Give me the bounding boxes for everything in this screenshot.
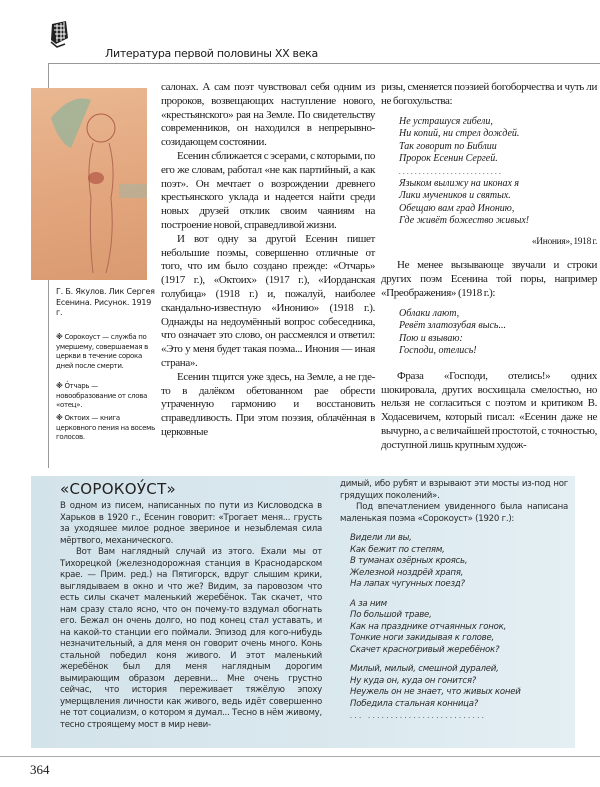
image-caption: Г. Б. Якулов. Лик Сергея Есенина. Рисунок. 1919 г. (56, 287, 155, 317)
margin-note (56, 414, 156, 443)
verse-line: Милый, милый, смешной дуралей, (350, 664, 499, 674)
verse-line: А за ним (350, 598, 387, 609)
verse-line: Где живёт божество живых! (399, 215, 530, 227)
paragraph: Есенин сближается с эсерами, с которыми, по его же словам, работал «не как партийный, а как поэт». Он мечтает о возрождении древнего крестьянского уклада и надеется найти среди новых друзей отклик своим чаяниям на построение новой, справедливой жизни. (161, 149, 375, 231)
text-column-3 (381, 81, 597, 453)
verse-line: Обещаю вам град Инонию, (399, 202, 515, 214)
verse-line: Ну куда он, куда он гонится? (350, 675, 477, 686)
header-rule (48, 63, 600, 64)
verse-line: Пророк Есенин Сергей. (399, 153, 498, 165)
stanza (350, 533, 568, 591)
margin-note (56, 382, 156, 411)
paragraph: салонах. А сам поэт чувствовал себя одним из пророков, возвещающих наступление нового, «крестьянского» рая на Земле. По свидетельству современников, он находился в непрерывно-созидающем состоянии. (161, 81, 375, 149)
verse-line: Пою и взываю: (399, 332, 463, 344)
paragraph: Не менее вызывающе звучали и строки других поэм Есенина той поры, например «Преображения» (1918 г.): (381, 259, 597, 299)
box-title: «СОРОКОУ́СТ» (60, 480, 177, 498)
verse-line: Так говорит по Библии (399, 140, 497, 152)
portrait-drawing (31, 88, 147, 280)
note-marker: ※ (56, 382, 63, 390)
stanza (350, 599, 568, 657)
verse-line: Победила стальная конница? (350, 698, 479, 709)
paragraph: ризы, сменяется поэзией богоборчества и чуть ли не богохульства: (381, 81, 597, 107)
footer-rule (0, 756, 600, 757)
box-left-column (60, 501, 322, 731)
note-marker: ※ (56, 414, 63, 422)
verse-line: Господи, отелись! (399, 345, 477, 357)
note-text: Октоих — книга церковного пения на восемь голосов. (56, 414, 155, 441)
verse-line: Тонкие ноги закидывая к голове, (350, 633, 494, 643)
ellipsis-dots: ... .......................... (350, 711, 487, 720)
verse-line: По большой траве, (350, 610, 432, 620)
verse-line: Ревёт златозубая высь... (399, 320, 506, 332)
section-logo-icon (48, 20, 70, 48)
verse-line: Языком вылижу на иконах я (399, 177, 520, 189)
verse-line: В туманах озёрных кроясь, (350, 556, 468, 566)
text-column-2 (161, 81, 375, 440)
paragraph: димый, ибо рубят и взрывают эти мосты из-под ног грядущих поколений». (340, 479, 568, 501)
stanza (350, 664, 568, 722)
paragraph: Фраза «Господи, отелись!» одних шокировала, других восхищала смелостью, но нельзя не согласиться с поэтом и критиком В. Ходасевичем, который писал: «Есенин даже не вычурно, а с величайшей простотой, с точностью, доступной лишь крупным худож- (381, 369, 597, 451)
verse-line: Лики мучеников и святых. (399, 190, 511, 202)
margin-note (56, 333, 156, 371)
verse-line: На лапах чугунных поезд? (350, 579, 465, 589)
verse-line: Облаки лают, (399, 307, 460, 319)
paragraph: И вот одну за другой Есенин пишет небольшие поэмы, совершенно отличные от того, что им было создано прежде: «Отчарь» (1917 г.), «Октоих» (1917 г.), «Иорданская голубица» (1918 г.) и, пожалуй, наиболее скандально-известную «Инонию» (1918 г.). Однажды на недоумённый вопрос собеседника, что означает это слово, он рассмеялся и ответил: «Это у меня будет такая поэма... Инония — иная страна». (161, 232, 375, 369)
ellipsis-dots: .......................... (399, 166, 503, 176)
page-number: 364 (30, 762, 50, 777)
verse-line: Как бежит по степям, (350, 544, 445, 555)
paragraph: Есенин тщится уже здесь, на Земле, а не где-то в далёком обетованном рае обрести утраченную гармонию и восстановить справедливость. При этом поэзия, облачённая в церковные (161, 370, 375, 438)
verse-line: Видели ли вы, (350, 533, 412, 543)
note-text: Сорокоуст — служба по умершему, совершаемая в церкви в течение сорока дней после смерти. (56, 333, 148, 370)
verse-line: Ни копий, ни стрел дождей. (399, 128, 520, 140)
paragraph: В одном из писем, написанных по пути из Кисловодска в Харьков в 1920 г., Есенин говорит: «Трогает меня... грусть за уходяшее милое родное звериное и незыблемая сила мёртвого, механического. (60, 501, 322, 546)
note-text: О́тчарь — новообразование от слова «отец». (56, 382, 148, 409)
verse-preobrazhenie (399, 308, 597, 358)
note-marker: ※ (56, 333, 63, 341)
verse-line: Неужель он не знает, что живых коней (350, 687, 521, 697)
verse-line: Не устрашуся гибели, (399, 115, 493, 127)
verse-line: Как на празднике отчаянных гонок, (350, 621, 507, 632)
box-right-column (340, 479, 568, 722)
verse-line: Железной ноздрёй храпя, (350, 567, 464, 578)
paragraph: Под впечатлением увиденного была написана маленькая поэма «Сорокоуст» (1920 г.): (340, 502, 568, 524)
paragraph: Вот Вам наглядный случай из этого. Ехали мы от Тихорецкой (железнодорожная станция в Краснодарском крае. — Прим. ред.) на Пятигорск, вдруг слышим крики, выглядываем в окно и что же? Видим, за паровозом что есть силы скачет маленький жеребёнок. Так скачет, что нам сразу стало ясно, что он почему-то вздумал обогнать его. Бежал он очень долго, но под конец стал уставать, и на какой-то станции его поймали. Эпизод для кого-нибудь незначительный, а для меня он говорит очень много. Конь стальной победил коня живого. И этот маленький жеребёнок был для меня наглядным дорогим вымирающим образом деревни... Мне очень грустно сейчас, что история переживает тяжёлую эпоху умерщвления личности как живого, ведь идёт совершенно не тот социализм, о котором я думал... Тесно в нём живому, тесно строящему мост в мир неви- (60, 547, 322, 730)
verse-source: «Инония», 1918 г. (531, 236, 597, 247)
running-head: Литература первой половины XX века (105, 47, 318, 60)
verse-line: Скачет красногривый жеребёнок? (350, 644, 500, 655)
verse-inonia-1 (399, 116, 597, 228)
